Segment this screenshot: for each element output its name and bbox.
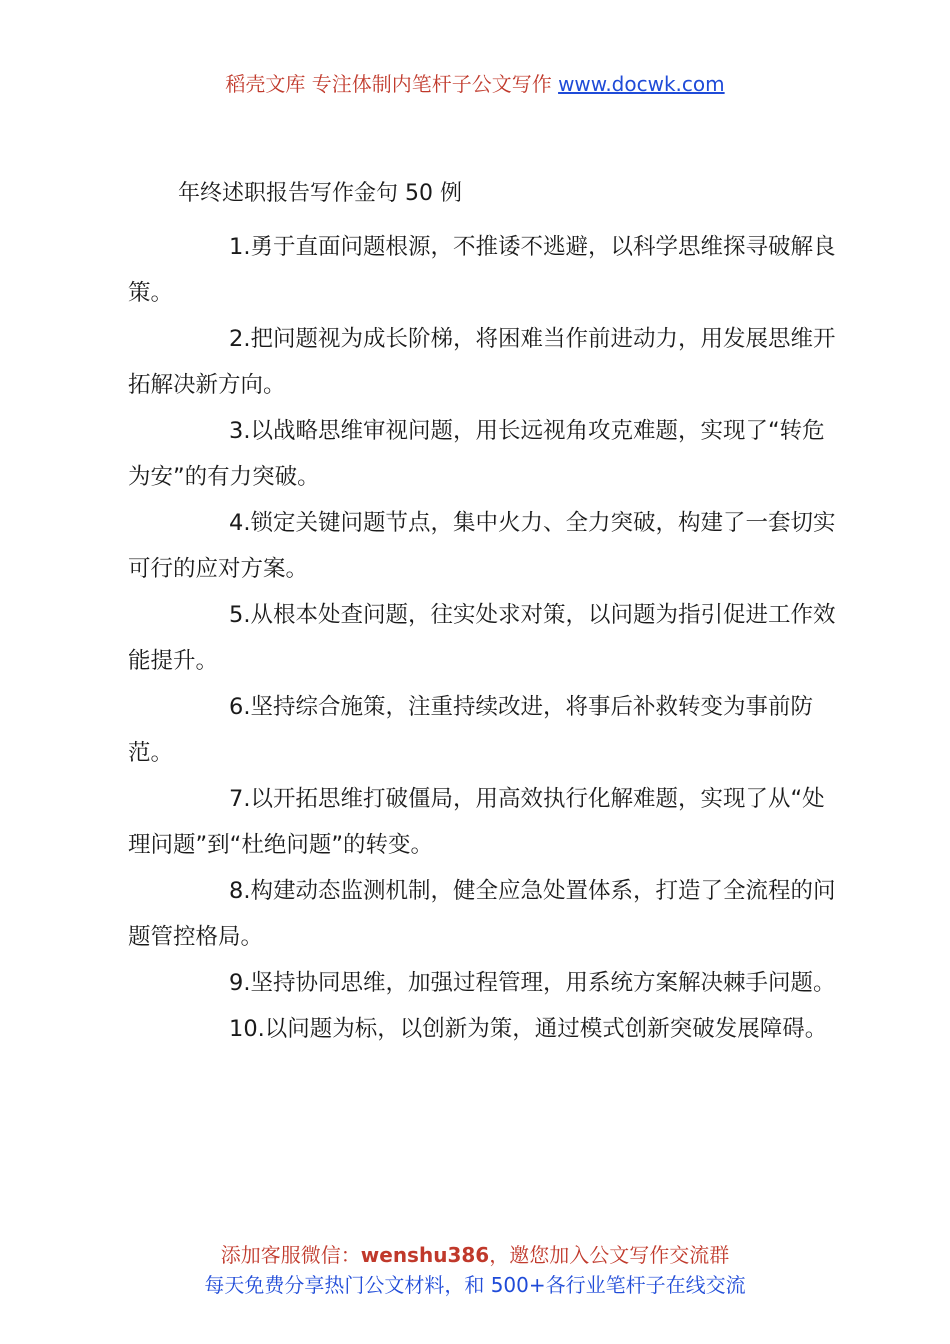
document-title: 年终述职报告写作金句 50 例 — [178, 181, 462, 206]
wechat-prefix: 添加客服微信： — [220, 1243, 361, 1267]
list-item: 7.以开拓思维打破僵局，用高效执行化解难题，实现了从“处理问题”到“杜绝问题”的转变。 — [128, 786, 825, 858]
promo-footer — [0, 1240, 950, 1300]
wechat-contact-line — [0, 1240, 950, 1270]
site-slogan: 稻壳文库 专注体制内笔杆子公文写作 — [225, 72, 559, 96]
site-header — [0, 70, 950, 98]
list-item: 3.以战略思维审视问题，用长远视角攻克难题，实现了“转危为安”的有力突破。 — [128, 418, 825, 490]
wechat-suffix: ，邀您加入公文写作交流群 — [489, 1243, 730, 1267]
site-url-link[interactable]: www.docwk.com — [558, 72, 725, 96]
list-item: 6.坚持综合施策，注重持续改进，将事后补救转变为事前防范。 — [128, 694, 813, 766]
list-item: 4.锁定关键问题节点，集中火力、全力突破，构建了一套切实可行的应对方案。 — [128, 510, 836, 582]
share-info-line: 每天免费分享热门公文材料，和 500+各行业笔杆子在线交流 — [204, 1273, 746, 1297]
list-item: 10.以问题为标，以创新为策，通过模式创新突破发展障碍。 — [229, 1016, 828, 1042]
wechat-id: wenshu386 — [360, 1243, 490, 1267]
list-item: 1.勇于直面问题根源，不推诿不逃避，以科学思维探寻破解良策。 — [128, 234, 836, 306]
sentence-list — [128, 224, 840, 1052]
list-item: 8.构建动态监测机制，健全应急处置体系，打造了全流程的问题管控格局。 — [128, 878, 836, 950]
list-item: 9.坚持协同思维，加强过程管理，用系统方案解决棘手问题。 — [229, 970, 836, 996]
list-item: 2.把问题视为成长阶梯，将困难当作前进动力，用发展思维开拓解决新方向。 — [128, 326, 836, 398]
list-item: 5.从根本处查问题，往实处求对策，以问题为指引促进工作效能提升。 — [128, 602, 836, 674]
